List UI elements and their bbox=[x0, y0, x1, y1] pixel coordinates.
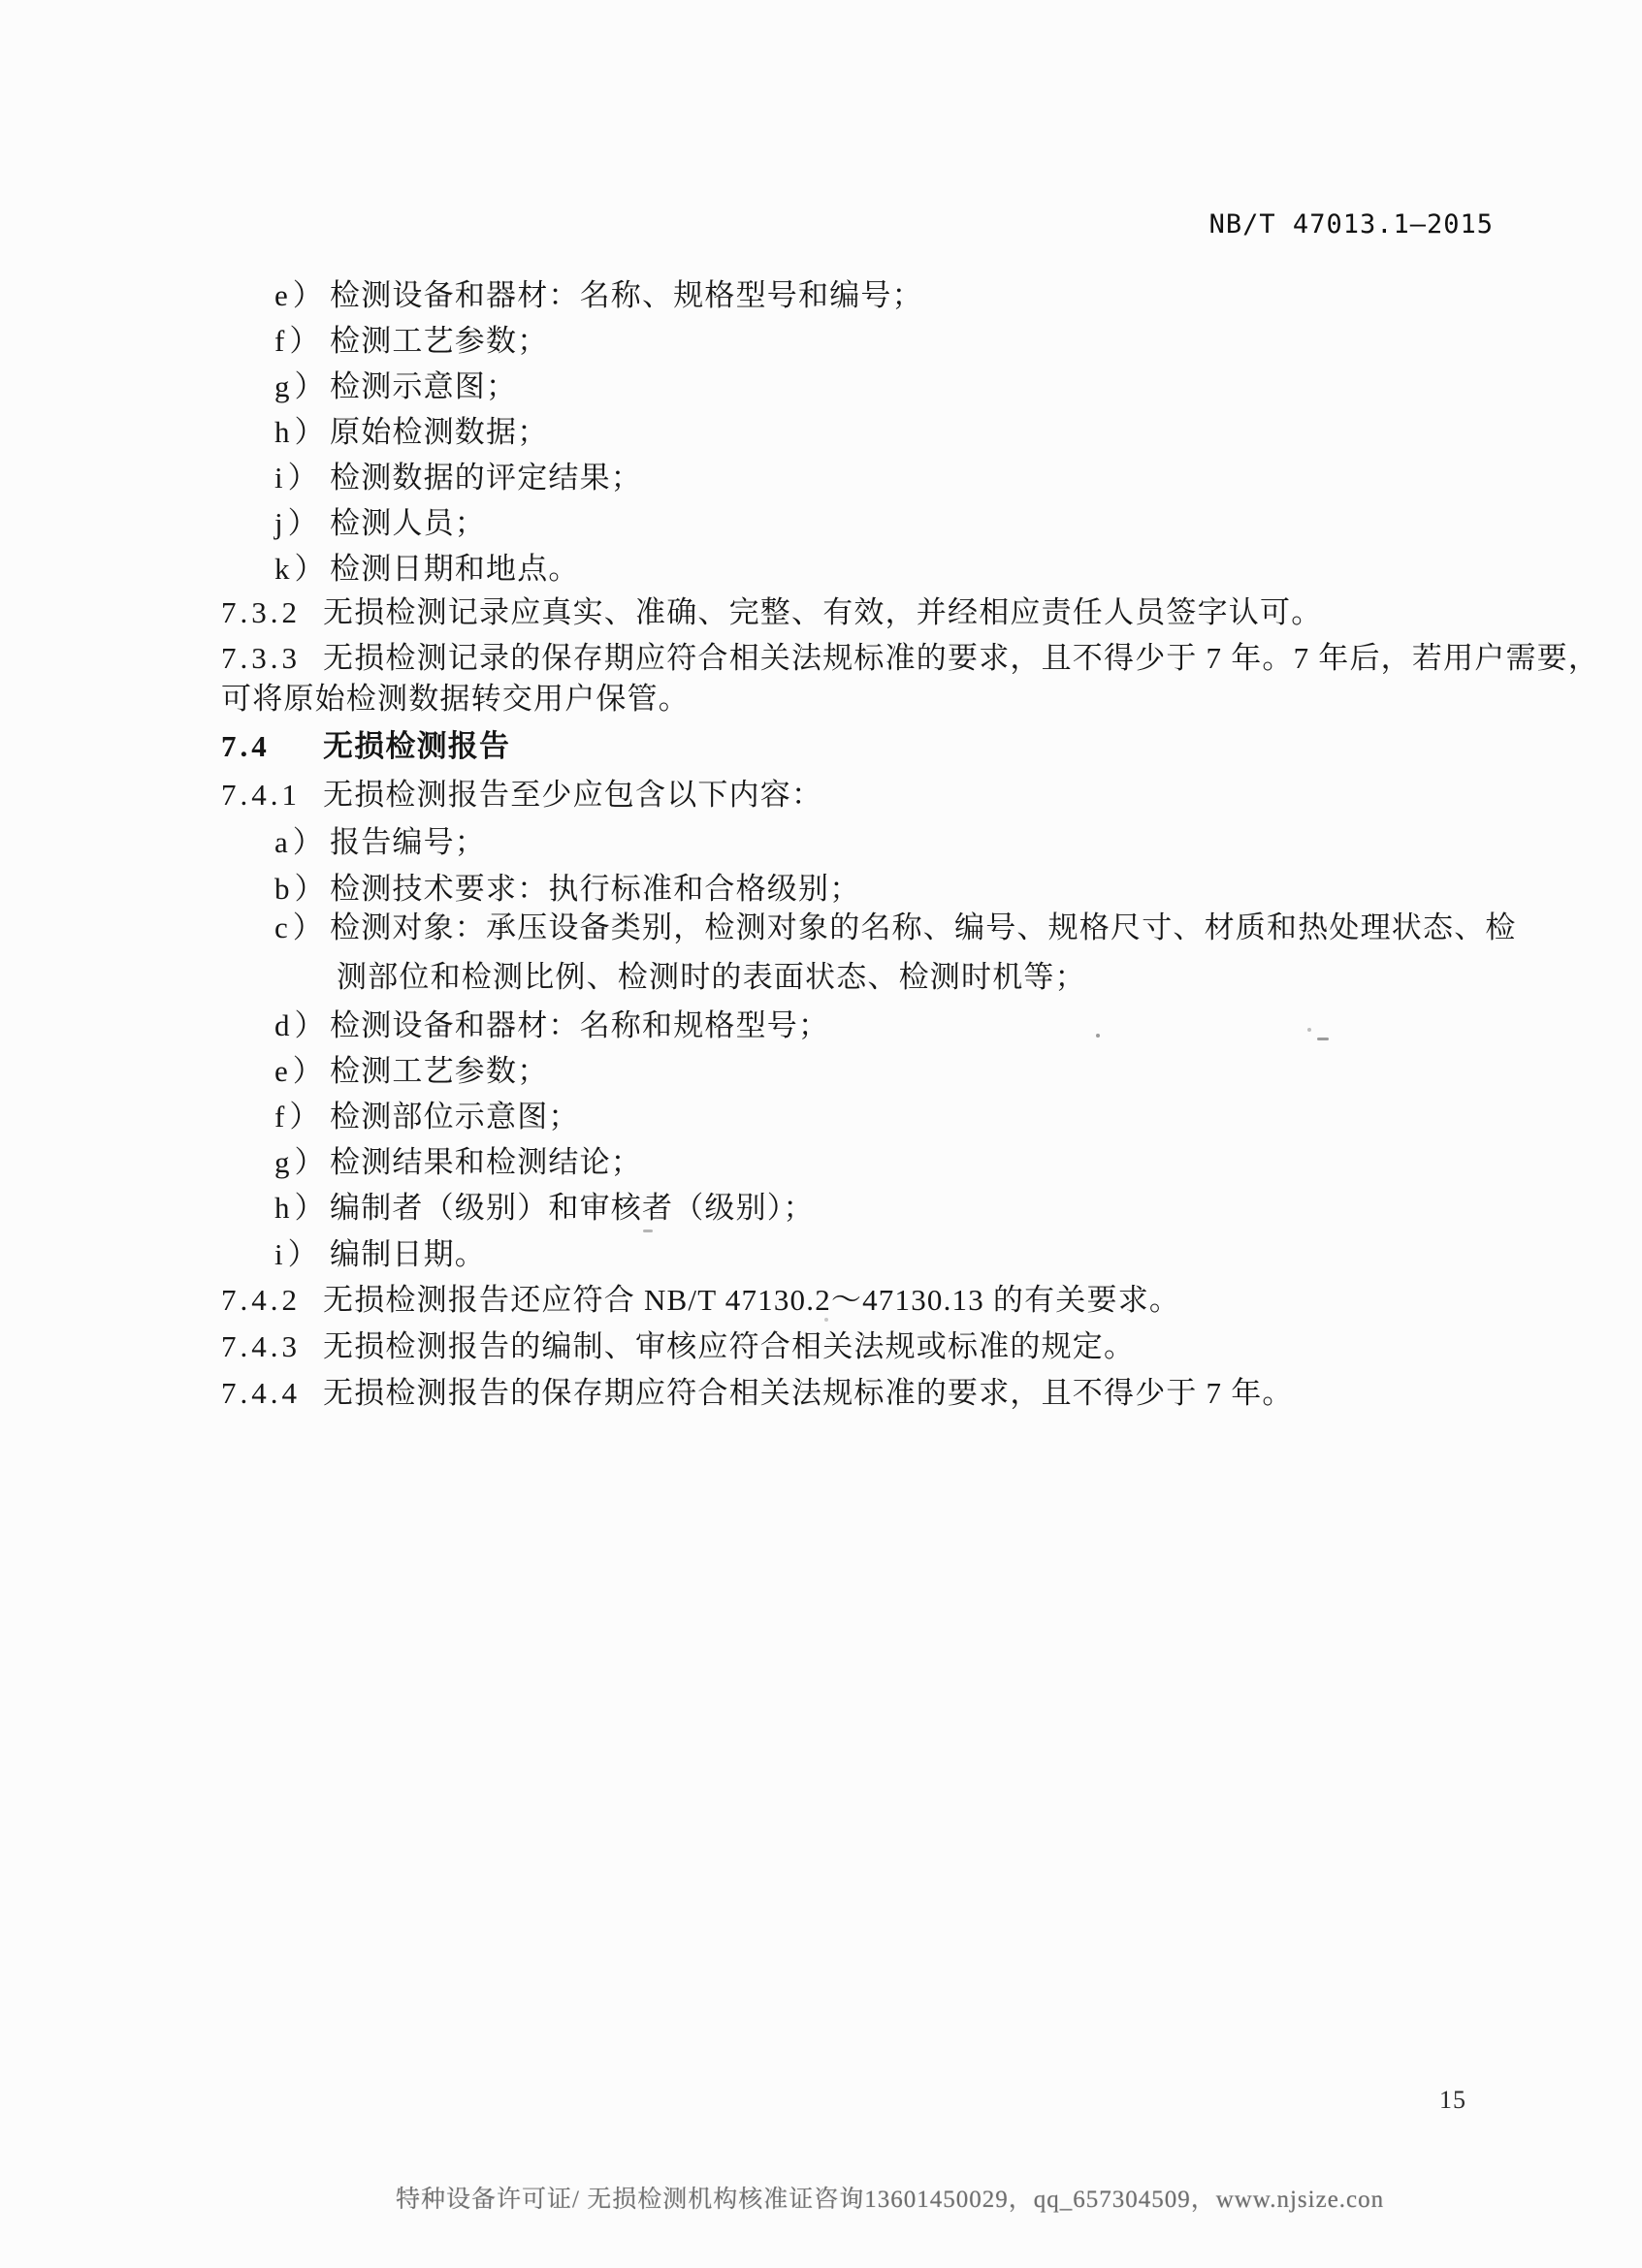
section-text: 无损检测记录的保存期应符合相关法规标准的要求，且不得少于 7 年。7 年后，若用户需要， bbox=[323, 641, 1600, 675]
list-item-marker: e） bbox=[274, 278, 328, 312]
list-item-text: 检测部位示意图； bbox=[330, 1100, 580, 1134]
list-item bbox=[274, 324, 548, 359]
list-item bbox=[274, 552, 580, 587]
list-item-marker: c） bbox=[274, 910, 328, 944]
section-title: 无损检测报告 bbox=[323, 729, 511, 763]
list-item bbox=[274, 910, 1517, 945]
section-text: 无损检测记录应真实、准确、完整、有效，并经相应责任人员签字认可。 bbox=[323, 595, 1323, 629]
list-item bbox=[274, 506, 486, 541]
list-item bbox=[274, 461, 642, 495]
page-number: 15 bbox=[1439, 2086, 1466, 2114]
list-item bbox=[274, 825, 486, 860]
section-7-4-3 bbox=[221, 1329, 1135, 1364]
list-item bbox=[274, 1100, 580, 1134]
scan-artifact bbox=[824, 1318, 828, 1322]
list-item-marker: j） bbox=[274, 506, 323, 540]
list-item bbox=[274, 415, 548, 450]
list-item bbox=[274, 872, 860, 907]
list-item-marker: g） bbox=[274, 1145, 330, 1179]
list-item bbox=[274, 1054, 548, 1089]
section-number: 7.4.4 bbox=[221, 1376, 301, 1410]
list-item-marker: k） bbox=[274, 552, 330, 586]
section-7-4-4 bbox=[221, 1376, 1294, 1411]
section-number: 7.4.3 bbox=[221, 1329, 301, 1363]
list-item-text: 检测设备和器材：名称和规格型号； bbox=[330, 1008, 830, 1042]
list-item-continuation: 测部位和检测比例、检测时的表面状态、检测时机等； bbox=[337, 960, 1086, 994]
list-item-marker: e） bbox=[274, 1054, 328, 1088]
section-number: 7.3.3 bbox=[221, 641, 301, 675]
list-item-text: 检测结果和检测结论； bbox=[330, 1145, 642, 1179]
list-item-text: 检测示意图； bbox=[330, 369, 518, 403]
list-item-text: 检测数据的评定结果； bbox=[330, 461, 642, 495]
list-item-marker: h） bbox=[274, 1191, 330, 1225]
list-item bbox=[274, 1237, 486, 1272]
list-item-marker: g） bbox=[274, 369, 330, 403]
list-item-marker: h） bbox=[274, 415, 330, 449]
section-number: 7.4.2 bbox=[221, 1283, 301, 1317]
list-item-text: 检测人员； bbox=[330, 506, 486, 540]
list-item-marker: d） bbox=[274, 1008, 330, 1042]
list-item-marker: f） bbox=[274, 1100, 325, 1134]
list-item-marker: b） bbox=[274, 872, 330, 906]
list-item-marker: i） bbox=[274, 461, 323, 495]
section-7-4-2 bbox=[221, 1283, 1180, 1318]
section-number: 7.3.2 bbox=[221, 595, 301, 629]
section-text: 无损检测报告的编制、审核应符合相关法规或标准的规定。 bbox=[323, 1329, 1136, 1363]
section-number: 7.4.1 bbox=[221, 778, 301, 812]
scan-artifact bbox=[1307, 1028, 1311, 1032]
list-item-marker: i） bbox=[274, 1237, 323, 1271]
list-item bbox=[274, 1145, 642, 1180]
list-item-text: 检测日期和地点。 bbox=[330, 552, 580, 586]
list-item bbox=[274, 369, 517, 404]
list-item bbox=[274, 1008, 829, 1043]
list-item-text: 编制者（级别）和审核者（级别）； bbox=[330, 1191, 815, 1225]
list-item-text: 检测技术要求：执行标准和合格级别； bbox=[330, 872, 861, 906]
list-item bbox=[274, 1191, 815, 1226]
section-number: 7.4 bbox=[221, 729, 271, 763]
section-7-4-heading bbox=[221, 729, 510, 764]
section-7-3-3 bbox=[221, 641, 1599, 676]
section-7-3-2 bbox=[221, 595, 1322, 630]
list-item-marker: a） bbox=[274, 825, 328, 859]
section-text: 无损检测报告还应符合 NB/T 47130.2～47130.13 的有关要求。 bbox=[323, 1283, 1181, 1317]
list-item-text: 检测设备和器材：名称、规格型号和编号； bbox=[330, 278, 923, 312]
list-item-text: 检测工艺参数； bbox=[330, 324, 549, 358]
list-item-marker: f） bbox=[274, 324, 325, 358]
list-item-text: 检测对象：承压设备类别，检测对象的名称、编号、规格尺寸、材质和热处理状态、检 bbox=[330, 910, 1517, 944]
footer-watermark: 特种设备许可证/ 无损检测机构核准证咨询13601450029，qq_657304509，www.njsize.con bbox=[396, 2187, 1385, 2213]
list-item-text: 报告编号； bbox=[330, 825, 486, 859]
scan-artifact bbox=[1096, 1034, 1100, 1038]
scan-artifact bbox=[643, 1230, 653, 1232]
list-item bbox=[274, 278, 923, 313]
scan-artifact bbox=[1317, 1038, 1329, 1040]
standard-number-header: NB/T 47013.1—2015 bbox=[1208, 209, 1494, 240]
list-item-text: 编制日期。 bbox=[330, 1237, 486, 1271]
section-7-4-1 bbox=[221, 778, 822, 813]
section-text: 无损检测报告的保存期应符合相关法规标准的要求，且不得少于 7 年。 bbox=[323, 1376, 1294, 1410]
section-7-3-3-continuation: 可将原始检测数据转交用户保管。 bbox=[221, 682, 690, 716]
section-text: 无损检测报告至少应包含以下内容： bbox=[323, 778, 823, 812]
list-item-text: 原始检测数据； bbox=[330, 415, 549, 449]
list-item-text: 检测工艺参数； bbox=[330, 1054, 549, 1088]
